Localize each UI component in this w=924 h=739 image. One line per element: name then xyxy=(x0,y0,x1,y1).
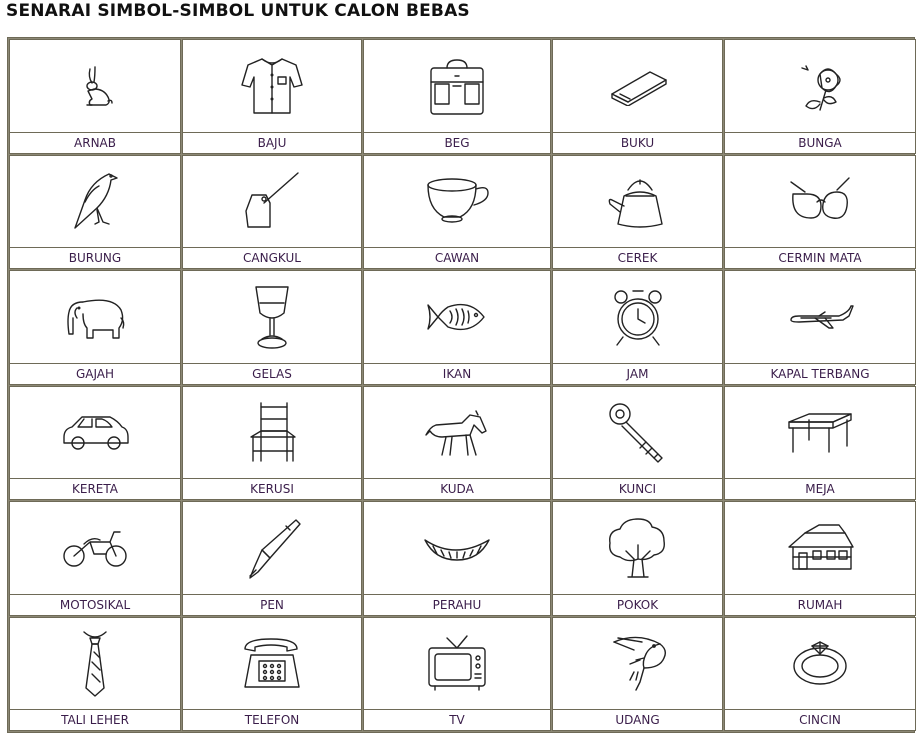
symbol-cell xyxy=(9,270,181,385)
goblet-icon xyxy=(183,271,361,364)
chair-icon xyxy=(183,387,361,480)
symbol-cell xyxy=(363,386,551,501)
symbol-label: TV xyxy=(449,713,465,727)
symbol-label: CEREK xyxy=(617,251,658,265)
book-icon xyxy=(553,40,722,133)
symbol-cell xyxy=(724,155,916,270)
symbol-label: MEJA xyxy=(805,482,835,496)
shirt-icon xyxy=(183,40,361,133)
table-icon xyxy=(725,387,915,480)
ring-icon xyxy=(725,618,915,711)
symbol-label: PERAHU xyxy=(432,597,482,612)
symbol-cell xyxy=(724,270,916,385)
symbol-cell xyxy=(363,617,551,732)
symbol-label: GELAS xyxy=(252,366,292,381)
symbol-cell xyxy=(182,386,362,501)
horse-icon xyxy=(364,387,550,480)
symbol-label: CANGKUL xyxy=(243,251,301,265)
symbol-cell xyxy=(552,270,723,385)
fish-icon xyxy=(364,271,550,364)
symbol-label: IKAN xyxy=(442,366,472,381)
symbol-cell xyxy=(552,39,723,154)
symbol-cell xyxy=(9,386,181,501)
symbol-label: RUMAH xyxy=(797,597,843,612)
motorcycle-icon xyxy=(10,502,180,595)
symbol-label: MOTOSIKAL xyxy=(59,597,131,612)
symbol-cell xyxy=(363,39,551,154)
symbol-cell xyxy=(182,617,362,732)
symbol-label: PEN xyxy=(260,597,284,612)
page-title: SENARAI SIMBOL-SIMBOL UNTUK CALON BEBAS xyxy=(6,1,470,21)
symbol-grid xyxy=(7,37,915,733)
symbol-cell xyxy=(182,155,362,270)
tree-icon xyxy=(553,502,722,595)
bag-icon xyxy=(364,40,550,133)
symbol-label: POKOK xyxy=(616,597,659,612)
telephone-icon xyxy=(183,618,361,711)
glasses-icon xyxy=(725,156,915,249)
cup-icon xyxy=(364,156,550,249)
car-icon xyxy=(10,387,180,480)
symbol-cell xyxy=(552,155,723,270)
symbol-cell xyxy=(363,270,551,385)
necktie-icon xyxy=(10,618,180,711)
symbol-label: JAM xyxy=(626,366,649,381)
symbol-cell xyxy=(724,501,916,616)
pen-icon xyxy=(183,502,361,595)
symbol-label: BEG xyxy=(444,135,470,150)
symbol-label: TALI LEHER xyxy=(61,713,129,727)
symbol-cell xyxy=(9,39,181,154)
symbol-cell xyxy=(182,270,362,385)
symbol-cell xyxy=(724,617,916,732)
symbol-label: TELEFON xyxy=(244,713,300,727)
bird-icon xyxy=(10,156,180,249)
symbol-label: BUKU xyxy=(620,135,655,150)
symbol-cell xyxy=(552,386,723,501)
symbol-cell xyxy=(552,617,723,732)
symbol-cell xyxy=(182,39,362,154)
airplane-icon xyxy=(725,271,915,364)
alarm-clock-icon xyxy=(553,271,722,364)
symbol-cell xyxy=(724,39,916,154)
symbol-label: KERETA xyxy=(72,482,118,496)
hoe-icon xyxy=(183,156,361,249)
boat-icon xyxy=(364,502,550,595)
shrimp-icon xyxy=(553,618,722,711)
symbol-label: BUNGA xyxy=(798,135,842,150)
symbol-label: KUDA xyxy=(440,482,474,496)
symbol-cell xyxy=(724,386,916,501)
rabbit-icon xyxy=(10,40,180,133)
tv-icon xyxy=(364,618,550,711)
symbol-cell xyxy=(552,501,723,616)
symbol-label: KAPAL TERBANG xyxy=(770,366,870,381)
symbol-label: CAWAN xyxy=(434,251,480,265)
symbol-label: BAJU xyxy=(257,135,287,150)
key-icon xyxy=(553,387,722,480)
flower-icon xyxy=(725,40,915,133)
symbol-label: BURUNG xyxy=(68,251,122,265)
symbol-cell xyxy=(9,501,181,616)
symbol-cell xyxy=(182,501,362,616)
elephant-icon xyxy=(10,271,180,364)
symbol-label: CINCIN xyxy=(799,713,841,727)
kettle-icon xyxy=(553,156,722,249)
symbol-label: ARNAB xyxy=(74,135,116,150)
symbol-label: GAJAH xyxy=(75,366,115,381)
symbol-label: KERUSI xyxy=(250,482,294,496)
symbol-cell xyxy=(363,501,551,616)
symbol-label: CERMIN MATA xyxy=(778,251,862,265)
symbol-label: KUNCI xyxy=(618,482,657,496)
symbol-cell xyxy=(9,155,181,270)
symbol-cell xyxy=(363,155,551,270)
house-icon xyxy=(725,502,915,595)
symbol-label: UDANG xyxy=(615,713,660,727)
symbol-cell xyxy=(9,617,181,732)
